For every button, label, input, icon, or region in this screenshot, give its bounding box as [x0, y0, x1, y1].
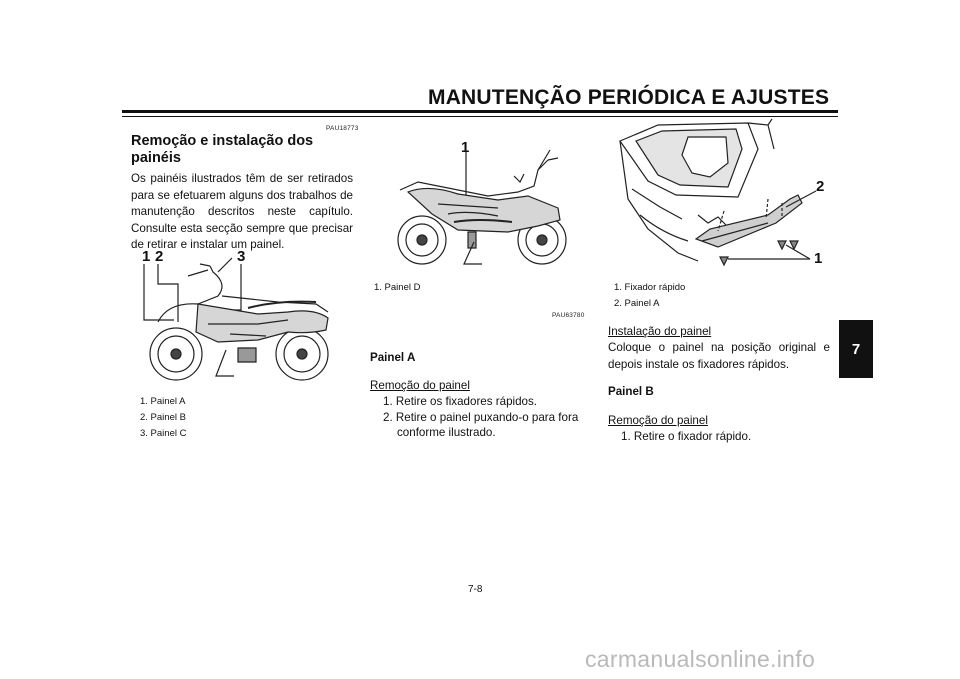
panel-a-heading: Painel A — [370, 351, 416, 364]
panel-a-step-2-continued: conforme ilustrado. — [397, 426, 496, 439]
installation-heading: Instalação do painel — [608, 325, 712, 338]
section-title: Remoção e instalação dos painéis — [131, 133, 314, 166]
figure2-captions — [374, 280, 420, 296]
panel-a-step-1: 1. Retire os fixadores rápidos. — [383, 395, 538, 408]
figure3-label-1: 1 — [814, 250, 823, 267]
figure1-label-2: 2 — [155, 248, 164, 265]
panel-a-removal-heading: Remoção do painel — [370, 379, 470, 392]
caption-item: 1. Fixador rápido — [614, 282, 686, 293]
caption-item: 2. Painel B — [140, 412, 186, 423]
header-rule-thin — [122, 116, 838, 117]
panel-a-step-2: 2. Retire o painel puxando-o para fora — [383, 411, 579, 424]
figure2-label-1: 1 — [461, 139, 470, 156]
panel-detail-illustration — [618, 119, 818, 279]
panel-b-step-1: 1. Retire o fixador rápido. — [621, 430, 752, 443]
caption-item: 1. Painel A — [140, 396, 186, 407]
scooter-illustration-middle — [388, 152, 573, 270]
caption-item: 2. Painel A — [614, 298, 660, 309]
figure1-label-1: 1 — [142, 248, 151, 265]
section-intro: Os painéis ilustrados têm de ser retirados para se efetuarem alguns dos trabalhos de manutenção descritos neste capítulo. Consulte esta secção sempre que precisar de retirar e instalar um painel. — [131, 172, 353, 251]
page-number: 7-8 — [468, 584, 483, 595]
panel-a-ref-code: PAU63780 — [552, 312, 585, 319]
figure1-captions — [140, 394, 186, 442]
panel-b-heading: Painel B — [608, 385, 654, 398]
figure3-label-2: 2 — [816, 178, 825, 195]
scooter-illustration-left — [138, 262, 348, 390]
figure3-captions — [614, 280, 685, 312]
caption-item: 3. Painel C — [140, 428, 187, 439]
caption-item: 1. Painel D — [374, 282, 421, 293]
header-rule — [122, 110, 838, 113]
installation-text: Coloque o painel na posição original e depois instale os fixadores rápidos. — [608, 341, 830, 371]
panel-b-removal-heading: Remoção do painel — [608, 414, 708, 427]
chapter-tab: 7 — [839, 320, 873, 378]
figure1-label-3: 3 — [237, 248, 246, 265]
section-ref-code: PAU18773 — [326, 125, 359, 132]
watermark: carmanualsonline.info — [585, 646, 816, 672]
page-header-title: MANUTENÇÃO PERIÓDICA E AJUSTES — [428, 86, 830, 109]
